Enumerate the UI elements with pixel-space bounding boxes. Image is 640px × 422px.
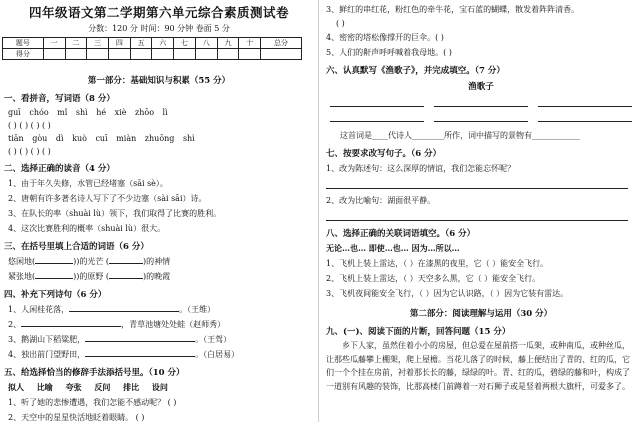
score-input-cell[interactable] <box>174 49 196 60</box>
reading-passage: 乡下人家，虽然住着小小的房屋，但总爱在屋前搭一瓜架，或种南瓜，或种丝瓜，让那些瓜藤攀上棚架，爬上屋檐。当花儿落了的时候，藤上便结出了青的、红的瓜，它们一个个挂在房前，衬着那长长的藤，绿绿的叶。青、红的瓜，碧绿的藤和叶，构成了一道别有风趣的装饰，比那高楼门前蹲着一对石狮子或是竖着两根大旗杆，可爱多了。 <box>326 341 630 391</box>
score-table <box>2 37 302 60</box>
score-input-cell[interactable] <box>108 49 130 60</box>
question-line[interactable]: 1、飞机上装上雷达，（ ）在漆黑的夜里，它（ ）能安全飞行。 <box>326 259 549 268</box>
poem-answer-lines[interactable] <box>322 115 640 122</box>
poem-answer-lines[interactable] <box>322 100 640 107</box>
poem-text: 1、人闲桂花落， <box>8 305 70 314</box>
question-text: 1、听了她的悲惨遭遇，我们怎能不感动呢？ <box>8 398 166 407</box>
score-cell: 八 <box>195 38 217 49</box>
poem-line <box>0 334 318 345</box>
answer-line[interactable] <box>326 178 628 189</box>
fill-text: 紧张地( <box>8 272 36 281</box>
section5-title: 五、给选择恰当的修辞手法添括号里。（10 分） <box>4 368 185 378</box>
score-input-cell[interactable] <box>217 49 239 60</box>
exam-title: 四年级语文第二学期第六单元综合素质测试卷 <box>28 5 289 20</box>
score-input-cell[interactable] <box>43 49 65 60</box>
poem-fill-line[interactable]: 这首词是____代诗人________所作，词中描写的景物有____________ <box>340 131 580 140</box>
question-text: 2、天空中的星星快活地眨着眼睛。 <box>8 413 134 422</box>
question-text: 3、鲜红的串红花，粉红色的牵牛花，宝石蓝的蝴蝶，散发着阵阵清香。 <box>326 5 580 14</box>
exam-subtitle: 分数：120 分 时间：90 分钟 卷面 5 分 <box>88 24 230 33</box>
answer-blank[interactable] <box>109 278 143 279</box>
left-column <box>0 0 319 422</box>
score-input-cell[interactable] <box>87 49 109 60</box>
score-cell: 总分 <box>261 38 302 49</box>
score-input-cell[interactable] <box>130 49 152 60</box>
section8-title: 八、选择正确的关联词语填空。（6 分） <box>326 229 476 239</box>
question-line: 4、这次比赛胜利的概率（shuài lù）很大。 <box>8 224 166 233</box>
score-cell: 二 <box>65 38 87 49</box>
section7-title: 七、按要求改写句子。（6 分） <box>326 149 442 159</box>
question-line <box>322 4 640 15</box>
fill-text: )的原野 ( <box>76 272 110 281</box>
fill-row: 紧张地( ))的原野 ( )的晚霞 <box>8 272 171 281</box>
score-row-label: 得分 <box>3 49 44 60</box>
right-column <box>322 0 640 422</box>
question-line <box>0 412 318 422</box>
poem-title: 渔歌子 <box>468 82 494 92</box>
section2-title: 二、选择正确的读音（4 分） <box>4 164 115 174</box>
score-input-cell[interactable] <box>65 49 87 60</box>
conjunction-options: 无论…也… 即使…也… 因为…所以… <box>326 243 460 253</box>
answer-line[interactable] <box>326 210 628 221</box>
question-line: 2、唐朝有许多著名诗人写下了不少边塞（sài sāi）诗。 <box>8 194 207 203</box>
score-cell: 题号 <box>3 38 44 49</box>
score-cell: 四 <box>108 38 130 49</box>
fill-text: 悠闲地( <box>8 257 36 266</box>
question-line: 5、人们的鼾声呼呼喊着我母地。( ) <box>326 48 452 57</box>
poem-line <box>0 349 318 360</box>
question-line: 1、改为陈述句：这么深厚的情谊，我们怎能忘怀呢？ <box>326 164 516 173</box>
fill-text: )的晚霞 <box>143 272 171 281</box>
section4-title: 四、补充下列诗句（6 分） <box>4 290 107 300</box>
section3-title: 三、在括号里填上合适的词语（6 分） <box>4 242 149 252</box>
poem-text: 3、鹅湖山下稻粱肥， <box>8 335 86 344</box>
answer-blank[interactable] <box>21 326 121 327</box>
answer-blank[interactable] <box>85 341 195 342</box>
poem-text: 4、独出前门望野田， <box>8 350 86 359</box>
fill-text: )的光芒 ( <box>76 257 110 266</box>
poem-source: 。（白居易） <box>195 350 240 359</box>
question-line <box>0 397 318 408</box>
section9-title: 九、(一)、阅读下面的片断，回答问题（15 分） <box>326 327 511 337</box>
score-cell: 三 <box>87 38 109 49</box>
poem-source: 。（王维） <box>179 305 216 314</box>
section1-title: 一、看拼音，写词语（8 分） <box>4 94 115 104</box>
part2-heading: 第二部分：阅读理解与运用（30 分） <box>409 309 553 319</box>
answer-paren[interactable]: ( ) <box>135 413 145 422</box>
poem-line <box>0 304 318 315</box>
answer-blank[interactable] <box>109 263 143 264</box>
score-cell: 九 <box>217 38 239 49</box>
score-value-row <box>3 49 302 60</box>
question-line: 1、由于年久失修，水管已经堵塞（sāi sè）。 <box>8 179 168 188</box>
question-line: 3、在队长的率（shuài lù）领下，我们取得了比赛的胜利。 <box>8 209 222 218</box>
score-input-cell[interactable] <box>152 49 174 60</box>
answer-blank[interactable] <box>85 356 195 357</box>
score-cell: 十 <box>239 38 261 49</box>
answer-paren[interactable]: ( ) <box>336 19 345 28</box>
pinyin-row-2: tiān gòu dì kuò cuī miàn zhuōng shì <box>8 134 195 143</box>
part1-heading: 第一部分：基础知识与积累（55 分） <box>87 76 231 86</box>
answer-paren[interactable]: ( ) <box>167 398 177 407</box>
question-line[interactable]: 2、飞机上装上雷达，（ ）天空多么黑，它（ ）能安全飞行。 <box>326 274 541 283</box>
pinyin-row-1: guī chóo mǐ shì hé xiè zhōo lì <box>8 108 168 117</box>
poem-text: ，青草池塘处处蛙（赵师秀） <box>121 320 226 329</box>
fill-text: )的神情 <box>143 257 171 266</box>
poem-source: 。（王驾） <box>195 335 232 344</box>
score-cell: 六 <box>152 38 174 49</box>
score-input-cell[interactable] <box>239 49 261 60</box>
score-cell: 五 <box>130 38 152 49</box>
score-input-cell[interactable] <box>195 49 217 60</box>
answer-blank[interactable] <box>35 263 73 264</box>
question-line: 4、密密的塔松像撑开的巨伞。( ) <box>326 33 444 42</box>
score-cell: 七 <box>174 38 196 49</box>
fill-row: 悠闲地( ))的光芒 ( )的神情 <box>8 257 171 266</box>
score-input-cell[interactable] <box>261 49 302 60</box>
section6-title: 六、认真默写《渔歌子》，并完成填空。（7 分） <box>326 66 505 76</box>
rhetoric-options: 拟人 比喻 夸张 反问 排比 设问 <box>8 382 168 392</box>
answer-paren-row-2[interactable]: ( ) ( ) ( ) ( ) <box>8 147 51 156</box>
score-cell: 一 <box>43 38 65 49</box>
score-header-row <box>3 38 302 49</box>
answer-blank[interactable] <box>35 278 73 279</box>
answer-paren-row-1[interactable]: ( ) ( ) ( ) ( ) <box>8 121 51 130</box>
question-line: 2、改为比喻句：湖面很平静。 <box>326 196 436 205</box>
poem-line: 2、 ，青草池塘处处蛙（赵师秀） <box>8 320 226 329</box>
answer-blank[interactable] <box>69 311 179 312</box>
question-line[interactable]: 3、飞机夜间能安全飞行，（ ）因为它认识路，（ ）因为它装有雷达。 <box>326 289 569 298</box>
